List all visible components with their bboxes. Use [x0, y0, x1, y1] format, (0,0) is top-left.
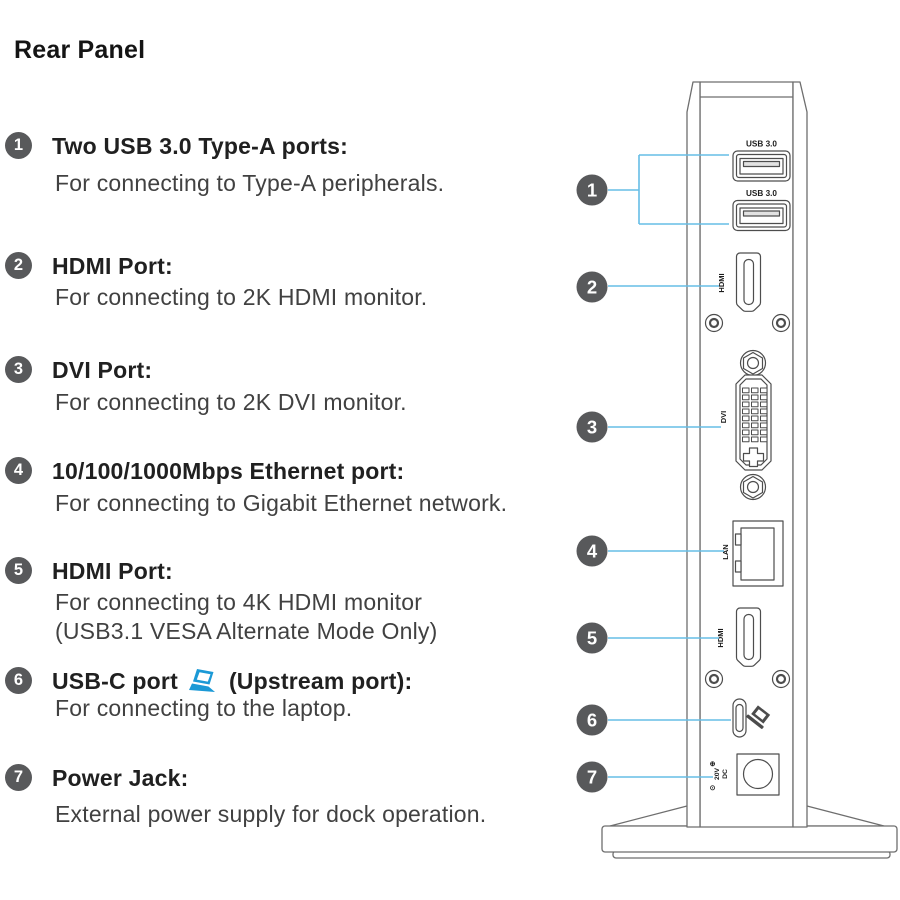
callout-badge-5: 5: [5, 557, 32, 584]
item-desc-hdmi4k: [55, 588, 635, 646]
callout-badge-1: 1: [5, 132, 32, 159]
item-heading-usbc-post: (Upstream port):: [228, 668, 413, 694]
polarity-plus-icon: ⊕: [709, 761, 716, 768]
item-heading-usbc: [52, 667, 575, 695]
item-desc-hdmi2k: For connecting to 2K HDMI monitor.: [55, 284, 428, 310]
list-item-usbc: [0, 667, 575, 695]
list-item-hdmi2k: [0, 252, 575, 280]
item-desc-dvi: For connecting to 2K DVI monitor.: [55, 389, 407, 415]
item-desc-hdmi4k-line2: (USB3.1 VESA Alternate Mode Only): [55, 618, 438, 644]
item-heading-hdmi2k: HDMI Port:: [52, 253, 173, 279]
device-callout-5: 5: [586, 627, 598, 649]
label-lan: LAN: [721, 544, 730, 560]
label-power-20v: 20V: [714, 767, 721, 781]
list-item-ethernet: [0, 457, 575, 485]
label-hdmi-4k: HDMI: [716, 628, 725, 648]
item-desc-power: External power supply for dock operation.: [55, 801, 487, 827]
item-heading-usb3: Two USB 3.0 Type-A ports:: [52, 133, 348, 159]
item-desc-usbc: For connecting to the laptop.: [55, 695, 353, 721]
power-jack: [737, 754, 779, 795]
callout-badge-7: 7: [5, 764, 32, 791]
usb3-port-top: [733, 151, 790, 181]
label-usb3-top: USB 3.0: [746, 139, 777, 149]
device-callout-3: 3: [586, 416, 598, 438]
callout-badge-2: 2: [5, 252, 32, 279]
list-item-power: [0, 764, 575, 792]
callout-badge-4: 4: [5, 457, 32, 484]
device-callouts: [577, 175, 608, 793]
list-item-usb3: [0, 132, 575, 160]
item-heading-ethernet: 10/100/1000Mbps Ethernet port:: [52, 458, 405, 484]
label-usb3-bottom: USB 3.0: [746, 189, 777, 198]
label-dvi: DVI: [719, 410, 728, 424]
device-callout-4: 4: [586, 540, 598, 562]
hdmi-port-4k: [736, 608, 760, 666]
device-callout-6: 6: [586, 709, 598, 731]
dock-rear-panel-illustration: [560, 75, 900, 875]
polarity-dot-icon: ⊙: [709, 785, 716, 792]
list-item-hdmi4k: [0, 557, 575, 585]
usb3-port-bottom: [733, 201, 790, 231]
item-heading-usbc-pre: USB-C port: [52, 668, 178, 694]
page-title: Rear Panel: [14, 36, 146, 64]
ethernet-port: [733, 521, 783, 586]
label-hdmi-2k: HDMI: [717, 273, 726, 293]
label-power-dc: DC: [722, 769, 729, 779]
hdmi-port-2k: [736, 253, 760, 311]
item-desc-ethernet: For connecting to Gigabit Ethernet network.: [55, 490, 508, 516]
device-callout-1: 1: [586, 179, 598, 201]
list-item-dvi: [0, 356, 575, 384]
usbc-port: [733, 699, 746, 737]
item-heading-power: Power Jack:: [52, 765, 189, 791]
callout-badge-3: 3: [5, 356, 32, 383]
callout-badge-6: 6: [5, 667, 32, 694]
laptop-icon: [188, 668, 217, 695]
device-callout-7: 7: [586, 766, 598, 788]
device-callout-2: 2: [586, 276, 598, 298]
item-heading-hdmi4k: HDMI Port:: [52, 558, 173, 584]
item-desc-usb3: For connecting to Type-A peripherals.: [55, 170, 445, 196]
item-desc-hdmi4k-line1: For connecting to 4K HDMI monitor: [55, 589, 423, 615]
item-heading-dvi: DVI Port:: [52, 357, 153, 383]
